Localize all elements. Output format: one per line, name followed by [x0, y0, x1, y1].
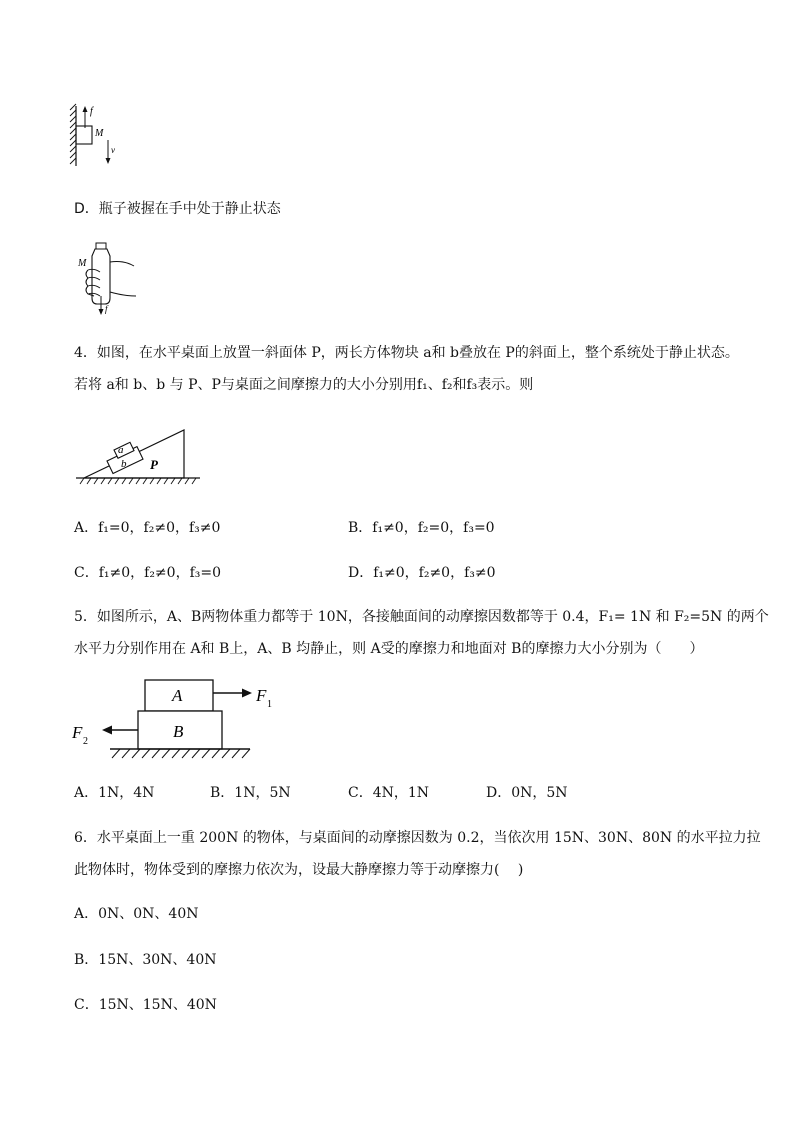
block-A-label: A [172, 686, 183, 705]
force-F1-label: F [256, 686, 267, 705]
force-F2-label: F [72, 723, 83, 742]
block-B-label: B [173, 722, 184, 741]
q4-line2: 若将 a和 b、b 与 P、P与桌面之间摩擦力的大小分别用f₁、f₂和f₃表示。则 [74, 377, 534, 393]
q6-line2: 此物体时，物体受到的摩擦力依次为，设最大静摩擦力等于动摩擦力( ) [74, 862, 524, 878]
bottle-hand-figure [74, 240, 138, 318]
q5-option-a: A．1N，4N [74, 785, 155, 801]
q3-option-d: D．瓶子被握在手中处于静止状态 [74, 201, 281, 217]
bottle-friction-label: f [105, 304, 108, 314]
force-f-label: f [90, 106, 93, 117]
q6-option-c: C．15N、15N、40N [74, 997, 217, 1013]
q5-option-d: D．0N，5N [486, 785, 568, 801]
q6-option-a: A．0N、0N、40N [74, 906, 199, 922]
q6-line1: 6．水平桌面上一重 200N 的物体，与桌面间的动摩擦因数为 0.2，当依次用 15N、30N、80N 的水平拉力拉 [74, 830, 761, 846]
block-b-label: b [121, 458, 127, 470]
mass-m-label: M [95, 128, 104, 139]
q5-option-c: C．4N，1N [348, 785, 430, 801]
q4-option-c: C．f₁≠0，f₂≠0，f₃=0 [74, 565, 222, 581]
q6-option-b: B．15N、30N、40N [74, 952, 217, 968]
velocity-v-label: v [111, 145, 115, 155]
incline-figure [74, 420, 206, 488]
force-F1-subscript: 1 [267, 699, 272, 710]
bottle-mass-label: M [78, 258, 87, 269]
wall-block-figure [64, 100, 134, 170]
q4-line1: 4．如图，在水平桌面上放置一斜面体 P，两长方体物块 a和 b叠放在 P的斜面上，整个系统处于静止状态。 [74, 345, 739, 361]
incline-p-label: P [150, 457, 158, 472]
force-F2-subscript: 2 [83, 736, 88, 747]
q4-option-d: D．f₁≠0，f₂≠0，f₃≠0 [348, 565, 496, 581]
q5-line2: 水平力分别作用在 A和 B上，A、B 均静止，则 A受的摩擦力和地面对 B的摩擦力大小分别为（ ） [74, 641, 704, 657]
q5-option-b: B．1N，5N [210, 785, 291, 801]
blocks-ab-figure [70, 672, 282, 772]
block-a-label: a [118, 444, 124, 456]
q4-option-a: A．f₁=0，f₂≠0，f₃≠0 [74, 520, 221, 536]
q5-line1: 5．如图所示，A、B两物体重力都等于 10N，各接触面间的动摩擦因数都等于 0.4，F₁= 1N 和 F₂=5N 的两个 [74, 609, 769, 625]
q4-option-b: B．f₁≠0，f₂=0，f₃=0 [348, 520, 495, 536]
